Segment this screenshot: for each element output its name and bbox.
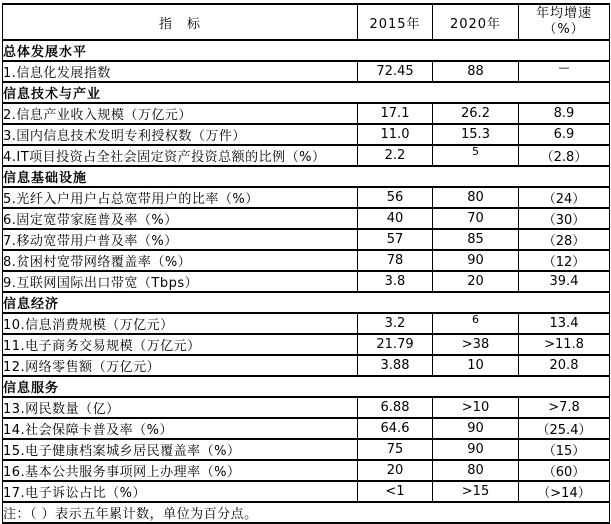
note-row (3, 502, 610, 523)
table-row (3, 313, 610, 334)
growth-cell: >11.8 (519, 334, 610, 355)
value-2015-cell: 20 (358, 460, 433, 481)
indicator-cell: 8.贫困村宽带网络覆盖率（%） (3, 250, 358, 271)
value-2020-cell: 80 (433, 187, 519, 208)
indicator-cell: 9.互联网国际出口带宽（Tbps） (3, 271, 358, 292)
section-title: 信息基础设施 (3, 166, 610, 187)
section-title: 信息经济 (3, 292, 610, 313)
growth-cell: （12） (519, 250, 610, 271)
table-row (3, 481, 610, 502)
growth-cell: （60） (519, 460, 610, 481)
table-row (3, 460, 610, 481)
value-2015-cell: <1 (358, 481, 433, 502)
indicator-cell: 11.电子商务交易规模（万亿元） (3, 334, 358, 355)
table-row (3, 145, 610, 166)
section-row (3, 40, 610, 61)
indicator-table (2, 3, 610, 524)
value-2015-cell: 3.2 (358, 313, 433, 334)
value-2020-cell: >10 (433, 397, 519, 418)
growth-cell: （2.8） (519, 145, 610, 166)
table-row (3, 187, 610, 208)
table-row (3, 418, 610, 439)
table-footer (3, 502, 610, 523)
value-2020-cell: 26.2 (433, 103, 519, 124)
value-2020-cell: 90 (433, 418, 519, 439)
indicator-cell: 14.社会保障卡普及率（%） (3, 418, 358, 439)
section-title: 信息服务 (3, 376, 610, 397)
growth-cell: >7.8 (519, 397, 610, 418)
indicator-cell: 16.基本公共服务事项网上办理率（%） (3, 460, 358, 481)
value-2015-cell: 75 (358, 439, 433, 460)
section-title: 信息技术与产业 (3, 82, 610, 103)
table-row (3, 271, 610, 292)
section-row (3, 376, 610, 397)
header-indicator: 指 标 (3, 4, 358, 40)
growth-cell: 39.4 (519, 271, 610, 292)
value-2020-cell: >15 (433, 481, 519, 502)
value-2020-cell: 15.3 (433, 124, 519, 145)
header-growth-line2: （%） (543, 22, 585, 37)
value-2015-cell: 11.0 (358, 124, 433, 145)
growth-cell: 13.4 (519, 313, 610, 334)
value-2015-cell: 72.45 (358, 61, 433, 82)
value-2015-cell: 21.79 (358, 334, 433, 355)
table-row (3, 355, 610, 376)
indicator-cell: 7.移动宽带用户普及率（%） (3, 229, 358, 250)
table-row (3, 103, 610, 124)
growth-cell: 6.9 (519, 124, 610, 145)
growth-cell: 8.9 (519, 103, 610, 124)
table-body (3, 40, 610, 502)
growth-cell: （25.4） (519, 418, 610, 439)
table-note: 注：（ ）表示五年累计数，单位为百分点。 (3, 502, 610, 523)
value-2015-cell: 2.2 (358, 145, 433, 166)
growth-cell: （>14） (519, 481, 610, 502)
growth-cell: （28） (519, 229, 610, 250)
table-row (3, 250, 610, 271)
table-row (3, 124, 610, 145)
value-2015-cell: 17.1 (358, 103, 433, 124)
indicator-cell: 3.国内信息技术发明专利授权数（万件） (3, 124, 358, 145)
growth-cell: （15） (519, 439, 610, 460)
value-2015-cell: 78 (358, 250, 433, 271)
table-row (3, 397, 610, 418)
growth-cell: （24） (519, 187, 610, 208)
indicator-cell: 4.IT项目投资占全社会固定资产投资总额的比例（%） (3, 145, 358, 166)
section-title: 总体发展水平 (3, 40, 610, 61)
indicator-cell: 12.网络零售额（万亿元） (3, 355, 358, 376)
table-row (3, 229, 610, 250)
indicator-cell: 15.电子健康档案城乡居民覆盖率（%） (3, 439, 358, 460)
value-2020-cell: 88 (433, 61, 519, 82)
value-2020-cell: 85 (433, 229, 519, 250)
indicator-cell: 13.网民数量（亿） (3, 397, 358, 418)
value-2020-cell: 80 (433, 460, 519, 481)
growth-cell: （30） (519, 208, 610, 229)
value-2020-cell: 90 (433, 439, 519, 460)
indicator-cell: 1.信息化发展指数 (3, 61, 358, 82)
value-2020-cell: >38 (433, 334, 519, 355)
value-2020-cell: 90 (433, 250, 519, 271)
header-2015: 2015年 (358, 4, 433, 40)
table-row (3, 334, 610, 355)
growth-cell: 20.8 (519, 355, 610, 376)
header-growth-line1: 年均增速 (535, 5, 592, 21)
indicator-cell: 2.信息产业收入规模（万亿元） (3, 103, 358, 124)
value-2015-cell: 3.8 (358, 271, 433, 292)
indicator-cell: 5.光纤入户用户占总宽带用户的比率（%） (3, 187, 358, 208)
section-row (3, 292, 610, 313)
table-row (3, 439, 610, 460)
value-2015-cell: 3.88 (358, 355, 433, 376)
header-growth (519, 4, 610, 40)
value-2020-cell: 6 (433, 313, 519, 334)
value-2015-cell: 6.88 (358, 397, 433, 418)
indicator-cell: 10.信息消费规模（万亿元） (3, 313, 358, 334)
value-2015-cell: 57 (358, 229, 433, 250)
value-2020-cell: 5 (433, 145, 519, 166)
value-2020-cell: 10 (433, 355, 519, 376)
value-2015-cell: 56 (358, 187, 433, 208)
value-2015-cell: 40 (358, 208, 433, 229)
table-header (3, 4, 610, 40)
section-row (3, 166, 610, 187)
value-2020-cell: 20 (433, 271, 519, 292)
value-2020-cell: 70 (433, 208, 519, 229)
section-row (3, 82, 610, 103)
table-row (3, 208, 610, 229)
header-row (3, 4, 610, 40)
indicator-cell: 17.电子诉讼占比（%） (3, 481, 358, 502)
table-row (3, 61, 610, 82)
value-2015-cell: 64.6 (358, 418, 433, 439)
header-2020: 2020年 (433, 4, 519, 40)
growth-cell: — (519, 61, 610, 82)
indicator-cell: 6.固定宽带家庭普及率（%） (3, 208, 358, 229)
